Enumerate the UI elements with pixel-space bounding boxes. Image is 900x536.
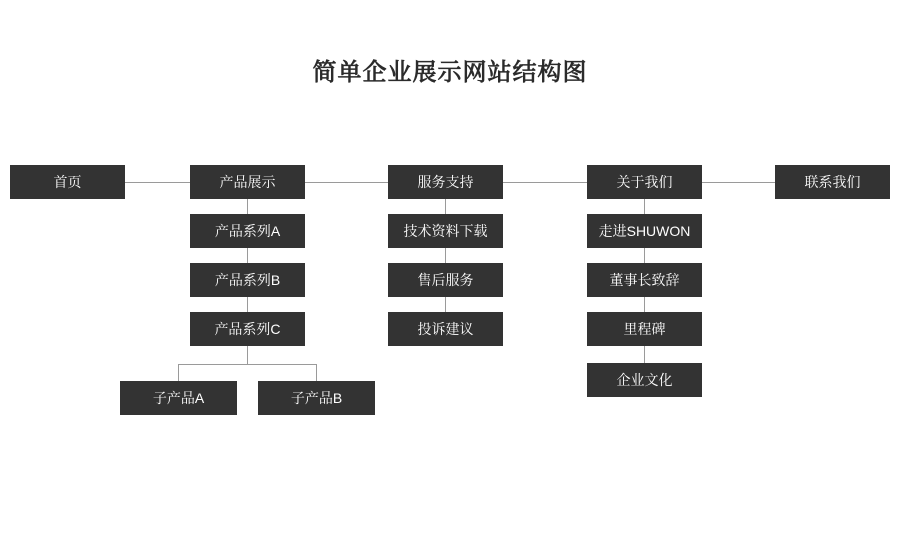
node-label: 子产品A: [152, 389, 205, 406]
connector-trunk-home-products: [125, 182, 190, 183]
node-series-c[interactable]: [190, 312, 305, 346]
node-contact[interactable]: [775, 165, 890, 199]
connector-tech-to-aftersale: [445, 248, 446, 263]
node-after-sale[interactable]: [388, 263, 503, 297]
node-label: 关于我们: [616, 173, 673, 190]
node-label: 企业文化: [616, 371, 673, 388]
node-label: 联系我们: [804, 173, 861, 190]
node-label: 产品展示: [219, 173, 276, 190]
node-into-shuwon[interactable]: [587, 214, 702, 248]
connector-products-to-a: [247, 199, 248, 214]
node-about[interactable]: [587, 165, 702, 199]
node-label: 服务支持: [417, 173, 474, 190]
node-label: 售后服务: [417, 271, 474, 288]
node-label: 技术资料下载: [403, 222, 488, 239]
node-products[interactable]: [190, 165, 305, 199]
connector-trunk-service-about: [503, 182, 587, 183]
node-sub-a[interactable]: [120, 381, 237, 415]
connector-milestone-to-culture: [644, 346, 645, 363]
node-complaint[interactable]: [388, 312, 503, 346]
node-sub-b[interactable]: [258, 381, 375, 415]
node-label: 产品系列B: [214, 271, 281, 288]
connector-about-to-shuwon: [644, 199, 645, 214]
node-label: 产品系列C: [214, 320, 281, 337]
node-service[interactable]: [388, 165, 503, 199]
node-culture[interactable]: [587, 363, 702, 397]
node-home[interactable]: [10, 165, 125, 199]
node-label: 子产品B: [290, 389, 343, 406]
node-label: 首页: [53, 173, 82, 190]
connector-trunk-about-contact: [702, 182, 775, 183]
node-label: 董事长致辞: [609, 271, 680, 288]
node-label: 产品系列A: [214, 222, 281, 239]
node-label: 里程碑: [623, 320, 666, 337]
node-chairman[interactable]: [587, 263, 702, 297]
connector-a-to-b: [247, 248, 248, 263]
connector-c-to-split: [247, 346, 248, 364]
node-milestone[interactable]: [587, 312, 702, 346]
connector-service-to-tech: [445, 199, 446, 214]
node-label: 走进SHUWON: [598, 222, 691, 239]
node-label: 投诉建议: [417, 320, 474, 337]
node-tech-docs[interactable]: [388, 214, 503, 248]
node-series-a[interactable]: [190, 214, 305, 248]
connector-chairman-to-milestone: [644, 297, 645, 312]
connector-shuwon-to-chairman: [644, 248, 645, 263]
connector-b-to-c: [247, 297, 248, 312]
connector-split-to-sub-b: [316, 364, 317, 381]
connector-split-to-sub-a: [178, 364, 179, 381]
connector-trunk-products-service: [305, 182, 388, 183]
connector-aftersale-to-complaint: [445, 297, 446, 312]
node-series-b[interactable]: [190, 263, 305, 297]
diagram-title: 简单企业展示网站结构图: [312, 59, 588, 86]
connector-split-bar: [178, 364, 317, 365]
